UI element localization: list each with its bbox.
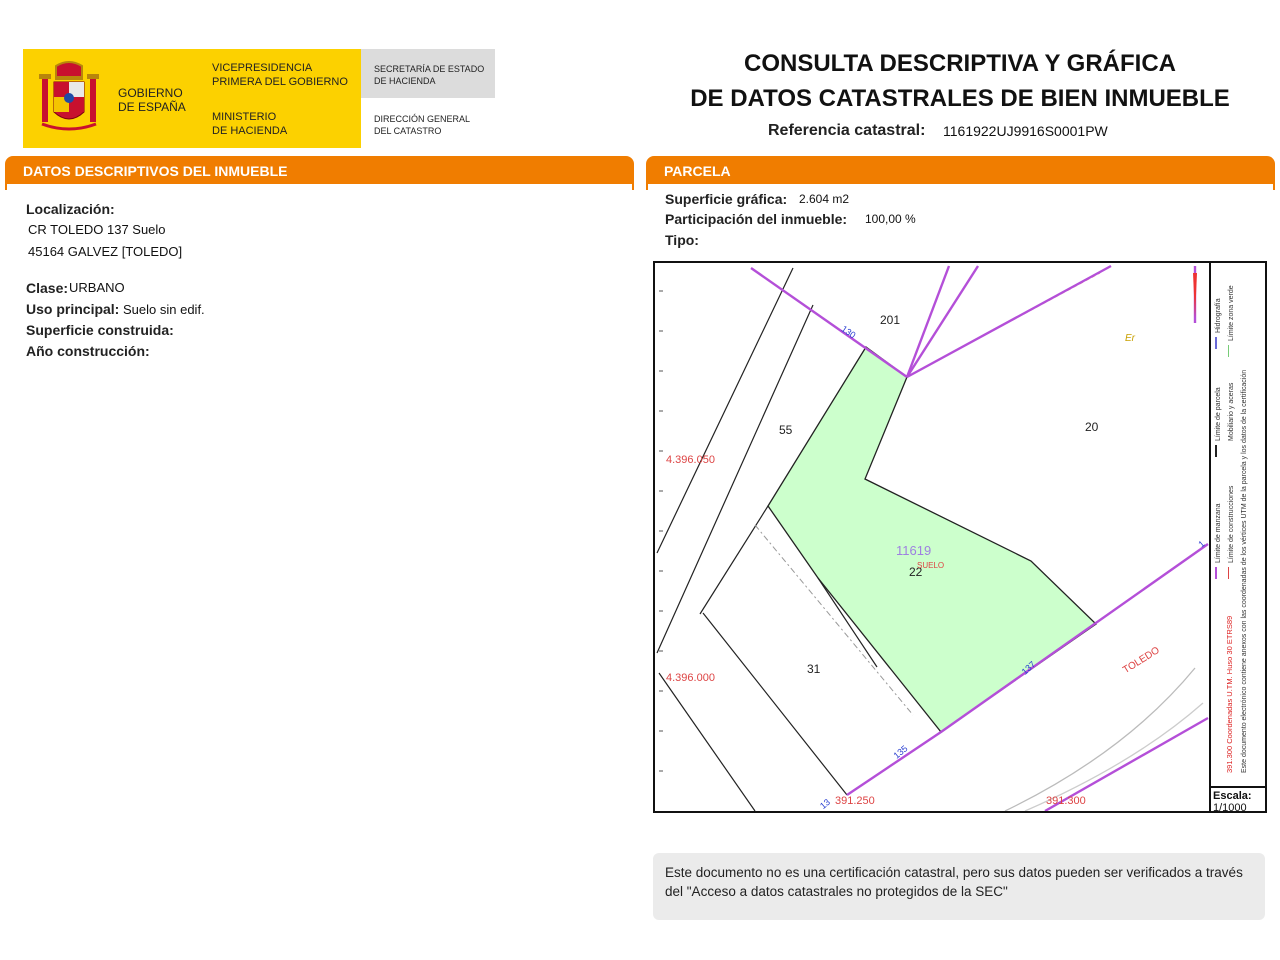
section-bar-edge-right	[646, 184, 1275, 190]
secretaria-line1: SECRETARÍA DE ESTADO	[374, 64, 485, 74]
disclaimer-text: Este documento no es una certificación catastral, pero sus datos pueden ser verificados a través del "Acceso a datos catastrales no protegidos de la SEC"	[665, 865, 1243, 899]
clase-value: URBANO	[69, 280, 125, 295]
legend-manzana: Límite de manzana	[1215, 503, 1222, 563]
map-label-31: 31	[807, 662, 821, 676]
map-coord-x2: 391.300	[1046, 795, 1086, 807]
map-label-22: 22	[909, 565, 923, 579]
ministerio-line2: DE HACIENDA	[212, 125, 288, 137]
map-parcel-id: 11619	[896, 543, 932, 558]
map-drawing	[655, 263, 1265, 811]
vicepresidencia-line1: VICEPRESIDENCIA	[212, 62, 313, 74]
road-edge-1	[1005, 668, 1195, 811]
section-bar-parcela	[646, 156, 1275, 184]
participacion-label: Participación del inmueble:	[665, 211, 848, 227]
map-number-13: 13	[817, 796, 833, 812]
localizacion-label: Localización:	[26, 201, 115, 217]
clase-label: Clase:	[26, 280, 69, 296]
map-label-201: 201	[880, 313, 901, 327]
section-title-datos: DATOS DESCRIPTIVOS DEL INMUEBLE	[23, 163, 288, 179]
legend-construcciones: Límite de construcciones	[1228, 485, 1235, 563]
legend-swatch-construcciones	[1228, 567, 1229, 579]
superficie-grafica-value: 2.604 m2	[799, 192, 850, 206]
cadastral-map	[653, 261, 1267, 813]
legend-swatch-hidrografia	[1215, 337, 1217, 349]
gobierno-line1: GOBIERNO	[118, 86, 183, 100]
map-number-130: 130	[839, 323, 858, 341]
legend-zona-verde: Límite zona verde	[1228, 285, 1235, 341]
uso-value: Suelo sin edif.	[123, 302, 205, 317]
map-coord-x1: 391.250	[835, 795, 875, 807]
uso-label: Uso principal:	[26, 301, 120, 317]
ministerio-line1: MINISTERIO	[212, 111, 277, 123]
legend-hidrografia: Hidrografía	[1215, 298, 1222, 333]
legend-scale-divider	[1209, 786, 1267, 788]
section-bar-datos	[5, 156, 634, 184]
north-arrow-icon	[1193, 273, 1197, 318]
direccion-line2: DEL CATASTRO	[374, 126, 442, 136]
escala-value: 1/1000	[1213, 802, 1247, 813]
map-number-135: 135	[891, 743, 910, 761]
map-label-suelo: SUELO	[917, 561, 945, 570]
escala-label: Escala:	[1213, 790, 1252, 802]
page-title-line2: DE DATOS CATASTRALES DE BIEN INMUEBLE	[690, 85, 1230, 112]
legend-divider	[1209, 261, 1211, 813]
map-street-toledo: TOLEDO	[1121, 644, 1162, 677]
direccion-line1: DIRECCIÓN GENERAL	[374, 114, 471, 124]
anio-construccion-label: Año construcción:	[26, 343, 150, 359]
legend-swatch-manzana	[1215, 567, 1217, 579]
section-bar-edge-left	[5, 184, 634, 190]
map-number-137: 137	[1019, 659, 1038, 677]
map-coord-y2: 4.396.000	[666, 672, 715, 684]
disclaimer-notice	[653, 853, 1265, 920]
legend-utm: 391.300 Coordenadas U.TM. Huso 30 ETRS89	[1225, 615, 1234, 773]
legend-swatch-zona-verde	[1228, 345, 1229, 357]
map-label-55: 55	[779, 423, 793, 437]
map-legend	[1213, 263, 1265, 786]
legend-note: Este documento electrónico contiene anexos con las coordenadas de los vértices UTM de la parcela y los datos de la certificación	[1241, 369, 1248, 773]
legend-swatch-parcela	[1215, 445, 1217, 457]
map-number-1: 1	[1196, 538, 1207, 550]
section-title-parcela: PARCELA	[664, 163, 731, 179]
coat-of-arms-icon	[32, 60, 106, 138]
legend-parcela: Límite de parcela	[1215, 387, 1222, 441]
superficie-grafica-label: Superficie gráfica:	[665, 191, 788, 207]
map-label-20: 20	[1085, 420, 1099, 434]
address-line1: CR TOLEDO 137 Suelo	[28, 222, 166, 237]
tipo-label: Tipo:	[665, 232, 699, 248]
participacion-value: 100,00 %	[865, 212, 916, 226]
ref-label: Referencia catastral:	[768, 122, 926, 139]
gobierno-line2: DE ESPAÑA	[118, 100, 186, 114]
address-line2: 45164 GALVEZ [TOLEDO]	[28, 244, 183, 259]
map-ticks-left	[659, 291, 663, 771]
legend-mobiliario: Mobiliario y aceras	[1228, 382, 1235, 441]
page-title-line1: CONSULTA DESCRIPTIVA Y GRÁFICA	[743, 50, 1177, 77]
vicepresidencia-line2: PRIMERA DEL GOBIERNO	[212, 76, 348, 88]
map-coord-y1: 4.396.050	[666, 454, 715, 466]
superficie-construida-label: Superficie construida:	[26, 322, 174, 338]
secretaria-line2: DE HACIENDA	[374, 76, 436, 86]
ref-value: 1161922UJ9916S0001PW	[943, 123, 1108, 139]
map-label-er: Er	[1125, 333, 1135, 344]
